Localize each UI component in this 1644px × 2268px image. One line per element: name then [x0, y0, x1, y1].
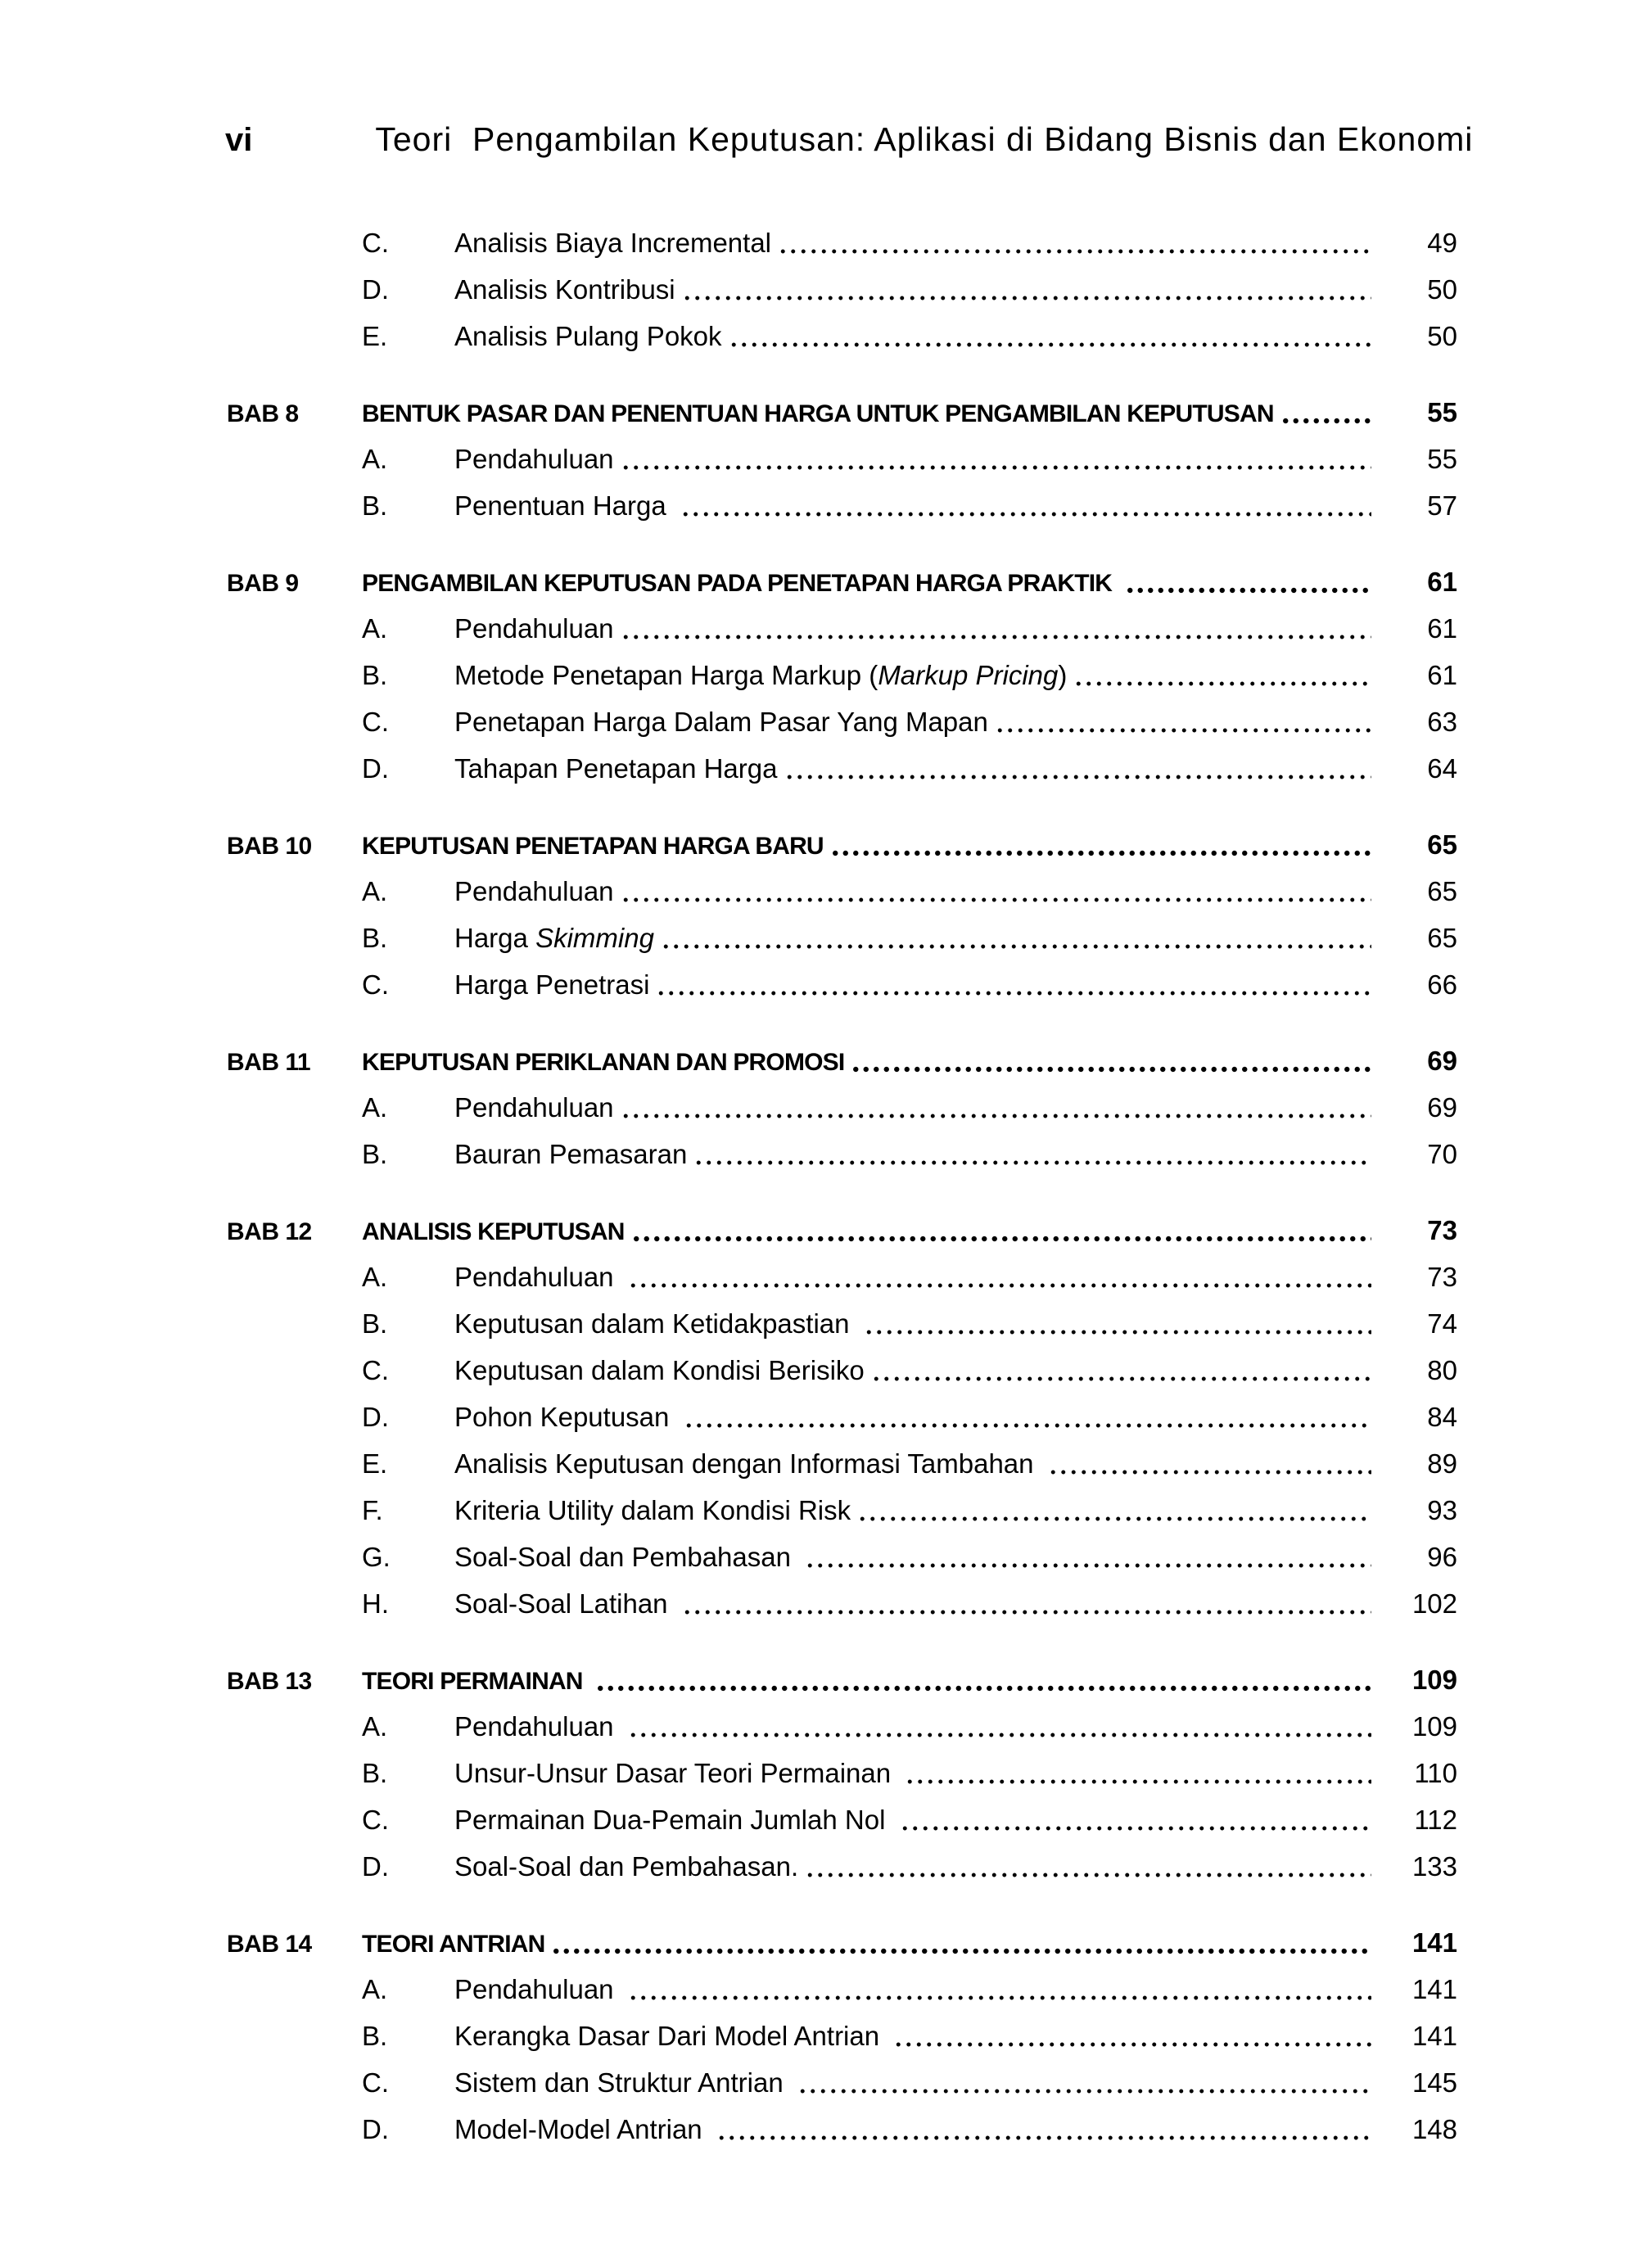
- item-page-number: 64: [1427, 753, 1457, 784]
- item-page-number: 110: [1414, 1758, 1457, 1788]
- chapter-page-number: 73: [1427, 1215, 1457, 1245]
- item-letter: B.: [362, 1758, 388, 1788]
- toc-chapter-row: [227, 1037, 1457, 1084]
- chapter-title: TEORI PERMAINAN: [362, 1668, 589, 1695]
- toc-item-row: [227, 1254, 1457, 1300]
- chapter-title: KEPUTUSAN PERIKLANAN DAN PROMOSI: [362, 1049, 845, 1076]
- toc-chapter-row: [227, 821, 1457, 868]
- item-title-text: Metode Penetapan Harga Markup (: [454, 660, 878, 690]
- toc-item-row: [227, 266, 1457, 313]
- item-page-number: 61: [1427, 660, 1457, 690]
- toc-item-row: [227, 436, 1457, 482]
- dot-leader: [797, 2059, 1371, 2106]
- chapter-page-number: 55: [1427, 397, 1457, 427]
- dot-leader: [805, 1534, 1371, 1580]
- item-title: [454, 1487, 851, 1534]
- dot-leader: [661, 915, 1371, 961]
- item-title: [454, 1084, 614, 1131]
- toc-item-row: [227, 868, 1457, 915]
- dot-leader-bold: [851, 1037, 1371, 1084]
- item-letter: C.: [362, 707, 389, 737]
- item-page-number: 74: [1427, 1308, 1457, 1339]
- dot-leader: [1048, 1440, 1371, 1487]
- toc-chapter-row: [227, 1207, 1457, 1254]
- item-page-number: 141: [1411, 2021, 1457, 2051]
- item-page-number: 133: [1411, 1851, 1457, 1882]
- chapter-page-number: 109: [1411, 1665, 1457, 1695]
- dot-leader: [871, 1347, 1371, 1394]
- item-title: [454, 868, 614, 915]
- dot-leader: [805, 1843, 1371, 1890]
- item-title-text: Analisis Pulang Pokok: [454, 321, 722, 351]
- item-page-number: 109: [1411, 1711, 1457, 1742]
- item-letter: B.: [362, 660, 388, 690]
- chapter-items: [227, 1703, 1457, 1890]
- item-title: [454, 2106, 710, 2153]
- item-title: [454, 313, 722, 359]
- toc-item-row: [227, 482, 1457, 529]
- dot-leader: [682, 266, 1371, 313]
- item-title-text: Sistem dan Struktur Antrian: [454, 2067, 791, 2098]
- dot-leader: [680, 482, 1371, 529]
- item-title: [454, 1394, 677, 1440]
- item-page-number: 84: [1427, 1402, 1457, 1432]
- dot-leader: [621, 605, 1371, 652]
- chapter-items: [227, 605, 1457, 792]
- item-page-number: 55: [1427, 444, 1457, 474]
- dot-leader: [778, 219, 1371, 266]
- item-title: [454, 1703, 621, 1750]
- item-letter: B.: [362, 2021, 388, 2051]
- item-page-number: 65: [1427, 876, 1457, 906]
- chapter-number: BAB 9: [227, 570, 299, 597]
- toc-item-row: [227, 1580, 1457, 1627]
- item-title: [454, 1796, 893, 1843]
- dot-leader: [893, 2013, 1371, 2059]
- item-title-text: Permainan Dua-Pemain Jumlah Nol: [454, 1805, 893, 1835]
- item-page-number: 80: [1427, 1355, 1457, 1385]
- toc-chapter-block: [227, 1207, 1457, 1627]
- dot-leader: [682, 1580, 1371, 1627]
- item-title-text: Pendahuluan: [454, 1262, 621, 1292]
- item-page-number: 65: [1427, 923, 1457, 953]
- item-letter: D.: [362, 1402, 389, 1432]
- item-letter: G.: [362, 1542, 391, 1572]
- dot-leader-bold: [551, 1919, 1371, 1966]
- dot-leader-bold: [595, 1656, 1371, 1703]
- chapter-items: [227, 1254, 1457, 1627]
- item-title-suffix: ): [1058, 660, 1068, 690]
- item-letter: A.: [362, 876, 388, 906]
- item-title-text: Keputusan dalam Ketidakpastian: [454, 1308, 857, 1339]
- table-of-contents: [227, 219, 1457, 2153]
- dot-leader-bold: [1280, 389, 1371, 436]
- folio-page-number: vi: [225, 122, 253, 158]
- chapter-items: [227, 1084, 1457, 1177]
- item-title-text: Unsur-Unsur Dasar Teori Permainan: [454, 1758, 899, 1788]
- chapter-items: [227, 868, 1457, 1008]
- toc-item-row: [227, 2013, 1457, 2059]
- item-title-text: Analisis Keputusan dengan Informasi Tambahan: [454, 1448, 1041, 1479]
- chapter-title: KEPUTUSAN PENETAPAN HARGA BARU: [362, 833, 824, 860]
- toc-item-row: [227, 2059, 1457, 2106]
- item-title-text: Kriteria Utility dalam Kondisi Risk: [454, 1495, 851, 1525]
- item-title: [454, 482, 674, 529]
- chapter-title: PENGAMBILAN KEPUTUSAN PADA PENETAPAN HARGA PRAKTIK: [362, 570, 1118, 597]
- item-page-number: 69: [1427, 1092, 1457, 1123]
- item-page-number: 141: [1411, 1974, 1457, 2004]
- item-title-text: Soal-Soal dan Pembahasan: [454, 1542, 799, 1572]
- item-title: [454, 436, 614, 482]
- item-title-text: Penetapan Harga Dalam Pasar Yang Mapan: [454, 707, 988, 737]
- item-title: [454, 698, 988, 745]
- item-letter: C.: [362, 2067, 389, 2098]
- item-letter: A.: [362, 613, 388, 644]
- item-page-number: 49: [1427, 228, 1457, 258]
- item-letter: D.: [362, 753, 389, 784]
- item-page-number: 145: [1411, 2067, 1457, 2098]
- item-title: [454, 1580, 675, 1627]
- toc-item-row: [227, 961, 1457, 1008]
- item-letter: B.: [362, 1308, 388, 1339]
- item-page-number: 57: [1427, 490, 1457, 521]
- chapter-number: BAB 12: [227, 1218, 312, 1245]
- item-title-italic: Markup Pricing: [878, 660, 1059, 690]
- item-title: [454, 1254, 621, 1300]
- item-title: [454, 2059, 791, 2106]
- dot-leader: [900, 1796, 1371, 1843]
- item-title: [454, 961, 649, 1008]
- item-title-text: Penentuan Harga: [454, 490, 674, 521]
- toc-item-row: [227, 652, 1457, 698]
- item-letter: D.: [362, 1851, 389, 1882]
- chapter-number: BAB 8: [227, 400, 299, 427]
- dot-leader-bold: [1125, 558, 1371, 605]
- item-page-number: 112: [1414, 1805, 1457, 1835]
- chapter-items: [227, 436, 1457, 529]
- toc-chapter-row: [227, 389, 1457, 436]
- item-title: [454, 915, 654, 961]
- toc-item-row: [227, 313, 1457, 359]
- item-title-text: Keputusan dalam Kondisi Berisiko: [454, 1355, 865, 1385]
- item-letter: D.: [362, 274, 389, 305]
- item-letter: E.: [362, 321, 388, 351]
- toc-item-row: [227, 1750, 1457, 1796]
- item-title-text: Soal-Soal dan Pembahasan.: [454, 1851, 799, 1882]
- dot-leader: [621, 1084, 1371, 1131]
- chapter-number: BAB 14: [227, 1931, 312, 1958]
- toc-item-row: [227, 1440, 1457, 1487]
- item-letter: B.: [362, 490, 388, 521]
- item-page-number: 50: [1427, 321, 1457, 351]
- item-title-text: Pendahuluan: [454, 1974, 621, 2004]
- chapter-items: [227, 1966, 1457, 2153]
- item-letter: A.: [362, 444, 388, 474]
- chapter-page-number: 141: [1411, 1927, 1457, 1958]
- toc-item-row: [227, 1131, 1457, 1177]
- item-letter: C.: [362, 228, 389, 258]
- dot-leader: [684, 1394, 1371, 1440]
- chapter-number: BAB 10: [227, 833, 312, 860]
- item-title-text: Kerangka Dasar Dari Model Antrian: [454, 2021, 887, 2051]
- dot-leader: [621, 868, 1371, 915]
- toc-item-row: [227, 915, 1457, 961]
- toc-item-row: [227, 698, 1457, 745]
- item-letter: B.: [362, 923, 388, 953]
- item-title: [454, 605, 614, 652]
- dot-leader-bold: [631, 1207, 1371, 1254]
- item-letter: A.: [362, 1974, 388, 2004]
- item-page-number: 96: [1427, 1542, 1457, 1572]
- item-title-text: Pendahuluan: [454, 613, 614, 644]
- item-title-text: Pohon Keputusan: [454, 1402, 677, 1432]
- item-title: [454, 2013, 887, 2059]
- item-title: [454, 745, 778, 792]
- item-title-text: Harga Penetrasi: [454, 969, 650, 1000]
- item-title-text: Pendahuluan: [454, 876, 614, 906]
- item-page-number: 102: [1411, 1588, 1457, 1619]
- item-letter: H.: [362, 1588, 389, 1619]
- toc-item-row: [227, 1084, 1457, 1131]
- toc-item-row: [227, 1487, 1457, 1534]
- dot-leader: [784, 745, 1372, 792]
- chapter-number: BAB 11: [227, 1049, 311, 1076]
- item-letter: A.: [362, 1262, 388, 1292]
- item-page-number: 66: [1427, 969, 1457, 1000]
- item-title: [454, 266, 675, 313]
- item-letter: A.: [362, 1092, 388, 1123]
- item-page-number: 89: [1427, 1448, 1457, 1479]
- item-page-number: 61: [1427, 613, 1457, 644]
- item-title: [454, 1966, 621, 2013]
- running-header: [225, 120, 1474, 158]
- item-letter: E.: [362, 1448, 388, 1479]
- item-page-number: 73: [1427, 1262, 1457, 1292]
- dot-leader: [729, 313, 1371, 359]
- item-title: [454, 1534, 798, 1580]
- toc-carryover-items: [227, 219, 1457, 359]
- toc-chapter-row: [227, 558, 1457, 605]
- item-title-italic: Skimming: [535, 923, 654, 953]
- item-title-text: Bauran Pemasaran: [454, 1139, 688, 1169]
- chapter-title: ANALISIS KEPUTUSAN: [362, 1218, 625, 1245]
- item-title: [454, 652, 1067, 698]
- toc-chapter-row: [227, 1919, 1457, 1966]
- dot-leader: [628, 1703, 1371, 1750]
- item-title: [454, 1843, 798, 1890]
- item-title-text: Pendahuluan: [454, 444, 614, 474]
- dot-leader: [628, 1254, 1371, 1300]
- item-page-number: 63: [1427, 707, 1457, 737]
- chapter-page-number: 65: [1427, 829, 1457, 860]
- toc-item-row: [227, 1703, 1457, 1750]
- toc-chapter-list: [227, 389, 1457, 2153]
- item-title: [454, 1131, 687, 1177]
- toc-item-row: [227, 605, 1457, 652]
- toc-item-row: [227, 2106, 1457, 2153]
- toc-chapter-block: [227, 821, 1457, 1008]
- dot-leader: [857, 1487, 1371, 1534]
- toc-chapter-block: [227, 1919, 1457, 2153]
- toc-chapter-block: [227, 1656, 1457, 1890]
- item-title-text: Analisis Biaya Incremental: [454, 228, 772, 258]
- toc-item-row: [227, 1534, 1457, 1580]
- item-title: [454, 1300, 857, 1347]
- dot-leader: [621, 436, 1371, 482]
- dot-leader: [864, 1300, 1371, 1347]
- toc-item-row: [227, 1796, 1457, 1843]
- item-letter: C.: [362, 1355, 389, 1385]
- dot-leader: [628, 1966, 1371, 2013]
- chapter-title: BENTUK PASAR DAN PENENTUAN HARGA UNTUK PENGAMBILAN KEPUTUSAN: [362, 400, 1274, 427]
- item-title-text: Pendahuluan: [454, 1092, 614, 1123]
- chapter-number: BAB 13: [227, 1668, 312, 1695]
- toc-item-row: [227, 1300, 1457, 1347]
- item-title-text: Analisis Kontribusi: [454, 274, 675, 305]
- dot-leader: [1073, 652, 1371, 698]
- dot-leader: [905, 1750, 1371, 1796]
- toc-item-row: [227, 1347, 1457, 1394]
- item-letter: D.: [362, 2114, 389, 2144]
- chapter-page-number: 61: [1427, 567, 1457, 597]
- item-letter: C.: [362, 1805, 389, 1835]
- item-page-number: 50: [1427, 274, 1457, 305]
- chapter-title: TEORI ANTRIAN: [362, 1931, 545, 1958]
- item-title-text: Pendahuluan: [454, 1711, 621, 1742]
- toc-chapter-block: [227, 558, 1457, 792]
- item-page-number: 93: [1427, 1495, 1457, 1525]
- item-page-number: 148: [1411, 2114, 1457, 2144]
- dot-leader: [995, 698, 1371, 745]
- chapter-page-number: 69: [1427, 1046, 1457, 1076]
- dot-leader: [716, 2106, 1371, 2153]
- item-letter: F.: [362, 1495, 383, 1525]
- item-title-text: Model-Model Antrian: [454, 2114, 710, 2144]
- item-letter: A.: [362, 1711, 388, 1742]
- dot-leader-bold: [830, 821, 1371, 868]
- toc-item-row: [227, 745, 1457, 792]
- toc-chapter-block: [227, 389, 1457, 529]
- toc-item-row: [227, 219, 1457, 266]
- toc-chapter-row: [227, 1656, 1457, 1703]
- item-title-text: Soal-Soal Latihan: [454, 1588, 675, 1619]
- item-title-text: Harga: [454, 923, 536, 953]
- toc-item-row: [227, 1966, 1457, 2013]
- item-letter: B.: [362, 1139, 388, 1169]
- item-title-text: Tahapan Penetapan Harga: [454, 753, 778, 784]
- item-letter: C.: [362, 969, 389, 1000]
- item-title: [454, 1750, 898, 1796]
- toc-item-row: [227, 1843, 1457, 1890]
- toc-chapter-block: [227, 1037, 1457, 1177]
- toc-item-row: [227, 1394, 1457, 1440]
- item-title: [454, 219, 771, 266]
- item-title: [454, 1440, 1041, 1487]
- running-head-book-title: Teori Pengambilan Keputusan: Aplikasi di Bidang Bisnis dan Ekonomi: [375, 120, 1474, 158]
- item-page-number: 70: [1427, 1139, 1457, 1169]
- dot-leader: [656, 961, 1371, 1008]
- dot-leader: [693, 1131, 1371, 1177]
- item-title: [454, 1347, 865, 1394]
